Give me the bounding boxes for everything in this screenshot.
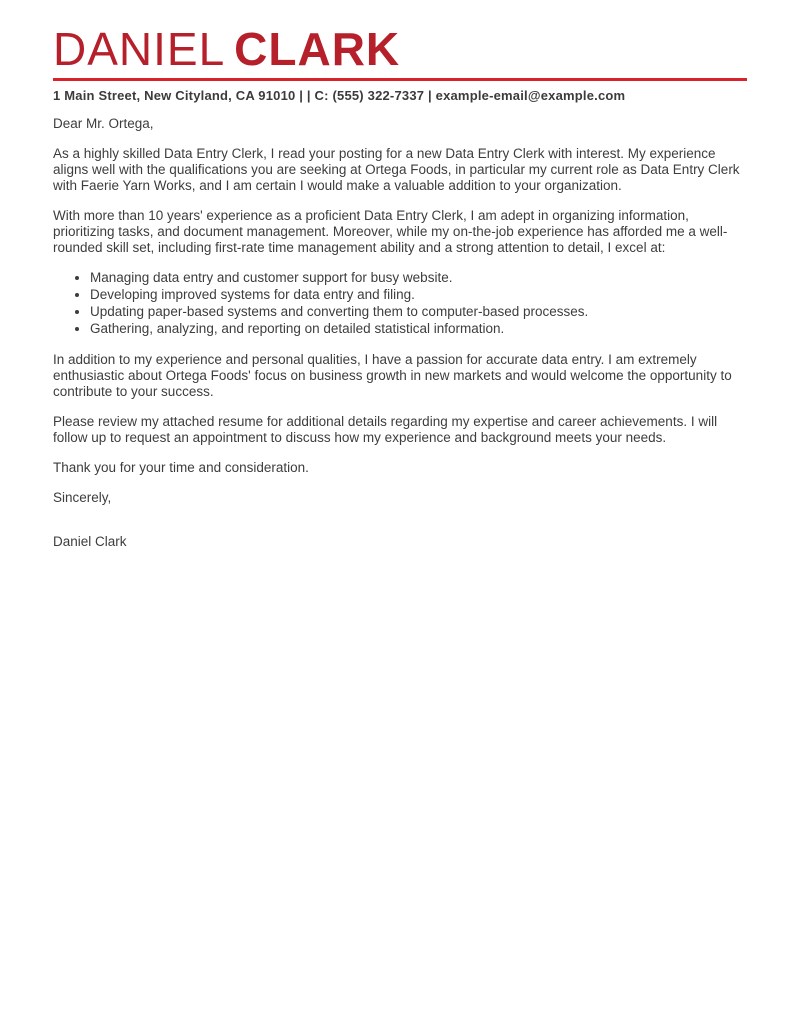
letter-content xyxy=(53,0,747,550)
header-rule-divider xyxy=(53,78,747,81)
skill-item: • Managing data entry and customer support for busy website. xyxy=(90,270,747,286)
contact-line: 1 Main Street, New Cityland, CA 91010 | | C: (555) 322-7337 | example-email@example.com xyxy=(53,88,626,103)
closing-valediction: Sincerely, xyxy=(53,490,112,505)
skill-item: • Updating paper-based systems and converting them to computer-based processes. xyxy=(90,304,747,320)
skill-item: • Developing improved systems for data entry and filing. xyxy=(90,287,747,303)
experience-paragraph: With more than 10 years' experience as a proficient Data Entry Clerk, I am adept in organizing information, prioritizing tasks, and document management. Moreover, while my on-the-job experience has afforded me a well-rounded skill set, including first-rate time management ability and a strong attention to detail, I excel at: xyxy=(53,208,728,255)
skills-list xyxy=(53,270,747,337)
letterhead xyxy=(53,23,747,103)
signature-name: Daniel Clark xyxy=(53,534,127,549)
intro-paragraph: As a highly skilled Data Entry Clerk, I read your posting for a new Data Entry Clerk with interest. My experience aligns well with the qualifications you are seeking at Ortega Foods, in particular my current role as Data Entry Clerk with Faerie Yarn Works, and I am certain I would make a valuable addition to your organization. xyxy=(53,146,740,193)
applicant-last-name: CLARK xyxy=(234,23,401,75)
passion-paragraph: In addition to my experience and personal qualities, I have a passion for accurate data entry. I am extremely enthusiastic about Ortega Foods' focus on business growth in new markets and would welcome the opportunity to contribute to your success. xyxy=(53,352,732,399)
applicant-first-name: DANIEL xyxy=(53,23,226,75)
applicant-name xyxy=(53,23,747,75)
followup-paragraph: Please review my attached resume for additional details regarding my expertise and career achievements. I will follow up to request an appointment to discuss how my experience and background meets your needs. xyxy=(53,414,718,445)
recipient-salutation: Dear Mr. Ortega, xyxy=(53,116,154,131)
skill-item: • Gathering, analyzing, and reporting on detailed statistical information. xyxy=(90,321,747,337)
thanks-line: Thank you for your time and consideration. xyxy=(53,460,309,475)
letter-body xyxy=(53,116,747,550)
